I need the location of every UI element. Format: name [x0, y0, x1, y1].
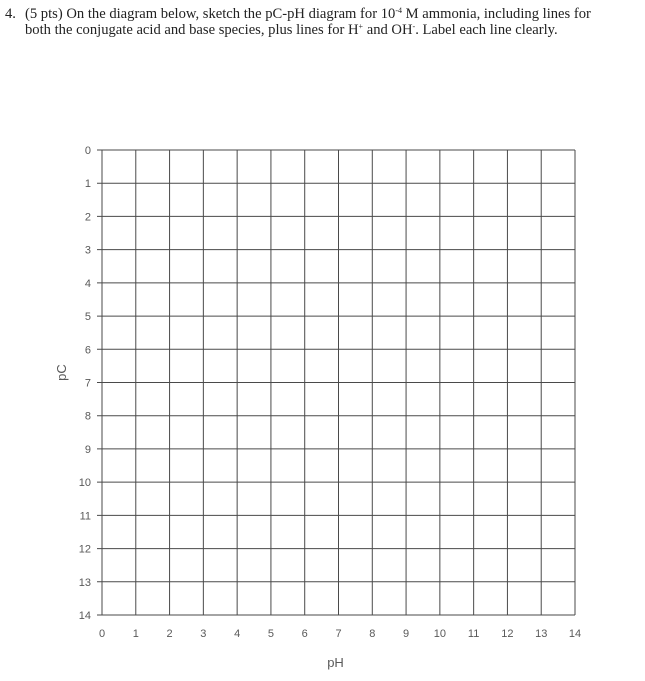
y-axis-title: pC	[54, 364, 69, 381]
question-line-1-tail: M ammonia, including lines for	[401, 6, 591, 22]
y-tick-label: 10	[78, 477, 91, 490]
question-line-2-tail: . Label each line clearly.	[415, 22, 558, 38]
y-tick-label: 2	[84, 211, 91, 224]
x-axis-title: pH	[327, 655, 344, 670]
y-tick-label: 4	[84, 277, 91, 290]
y-tick-label: 0	[84, 145, 91, 157]
x-tick-label: 13	[535, 628, 548, 640]
y-tick-label: 7	[84, 377, 91, 390]
question-points: (5 pts)	[25, 6, 63, 22]
x-tick-label: 10	[433, 628, 446, 640]
question-line-2-text: both the conjugate acid and base species, plus lines for H	[25, 22, 359, 38]
x-tick-label: 7	[335, 628, 342, 640]
question-line-1-text: On the diagram below, sketch the pC-pH diagram for 10	[66, 6, 396, 22]
x-tick-label: 4	[234, 628, 241, 640]
h-charge: +	[358, 22, 364, 31]
y-tick-label: 11	[79, 510, 91, 523]
x-tick-label: 9	[403, 628, 410, 640]
x-tick-label: 2	[166, 628, 173, 640]
y-tick-label: 6	[84, 344, 91, 357]
x-tick-label: 6	[301, 628, 308, 640]
x-tick-label: 11	[467, 628, 480, 640]
x-tick-label: 3	[200, 628, 207, 640]
question-line-2-mid: and OH	[363, 22, 413, 38]
y-tick-label: 8	[84, 410, 91, 423]
y-tick-label: 5	[84, 311, 91, 324]
y-tick-label: 12	[78, 543, 91, 556]
y-tick-label: 3	[84, 244, 91, 257]
question-number: 4.	[5, 6, 16, 22]
y-tick-label: 13	[78, 576, 91, 589]
x-tick-label: 8	[369, 628, 376, 640]
concentration-exponent: -4	[395, 6, 402, 15]
oh-charge: -	[412, 22, 416, 31]
x-tick-label: 1	[132, 628, 139, 640]
y-tick-label: 9	[84, 443, 91, 456]
y-tick-label: 1	[84, 178, 91, 191]
x-tick-label: 0	[98, 628, 106, 640]
x-tick-label: 14	[568, 628, 582, 640]
x-tick-label: 12	[501, 628, 514, 640]
y-tick-label: 14	[78, 610, 91, 622]
x-tick-label: 5	[267, 628, 274, 640]
